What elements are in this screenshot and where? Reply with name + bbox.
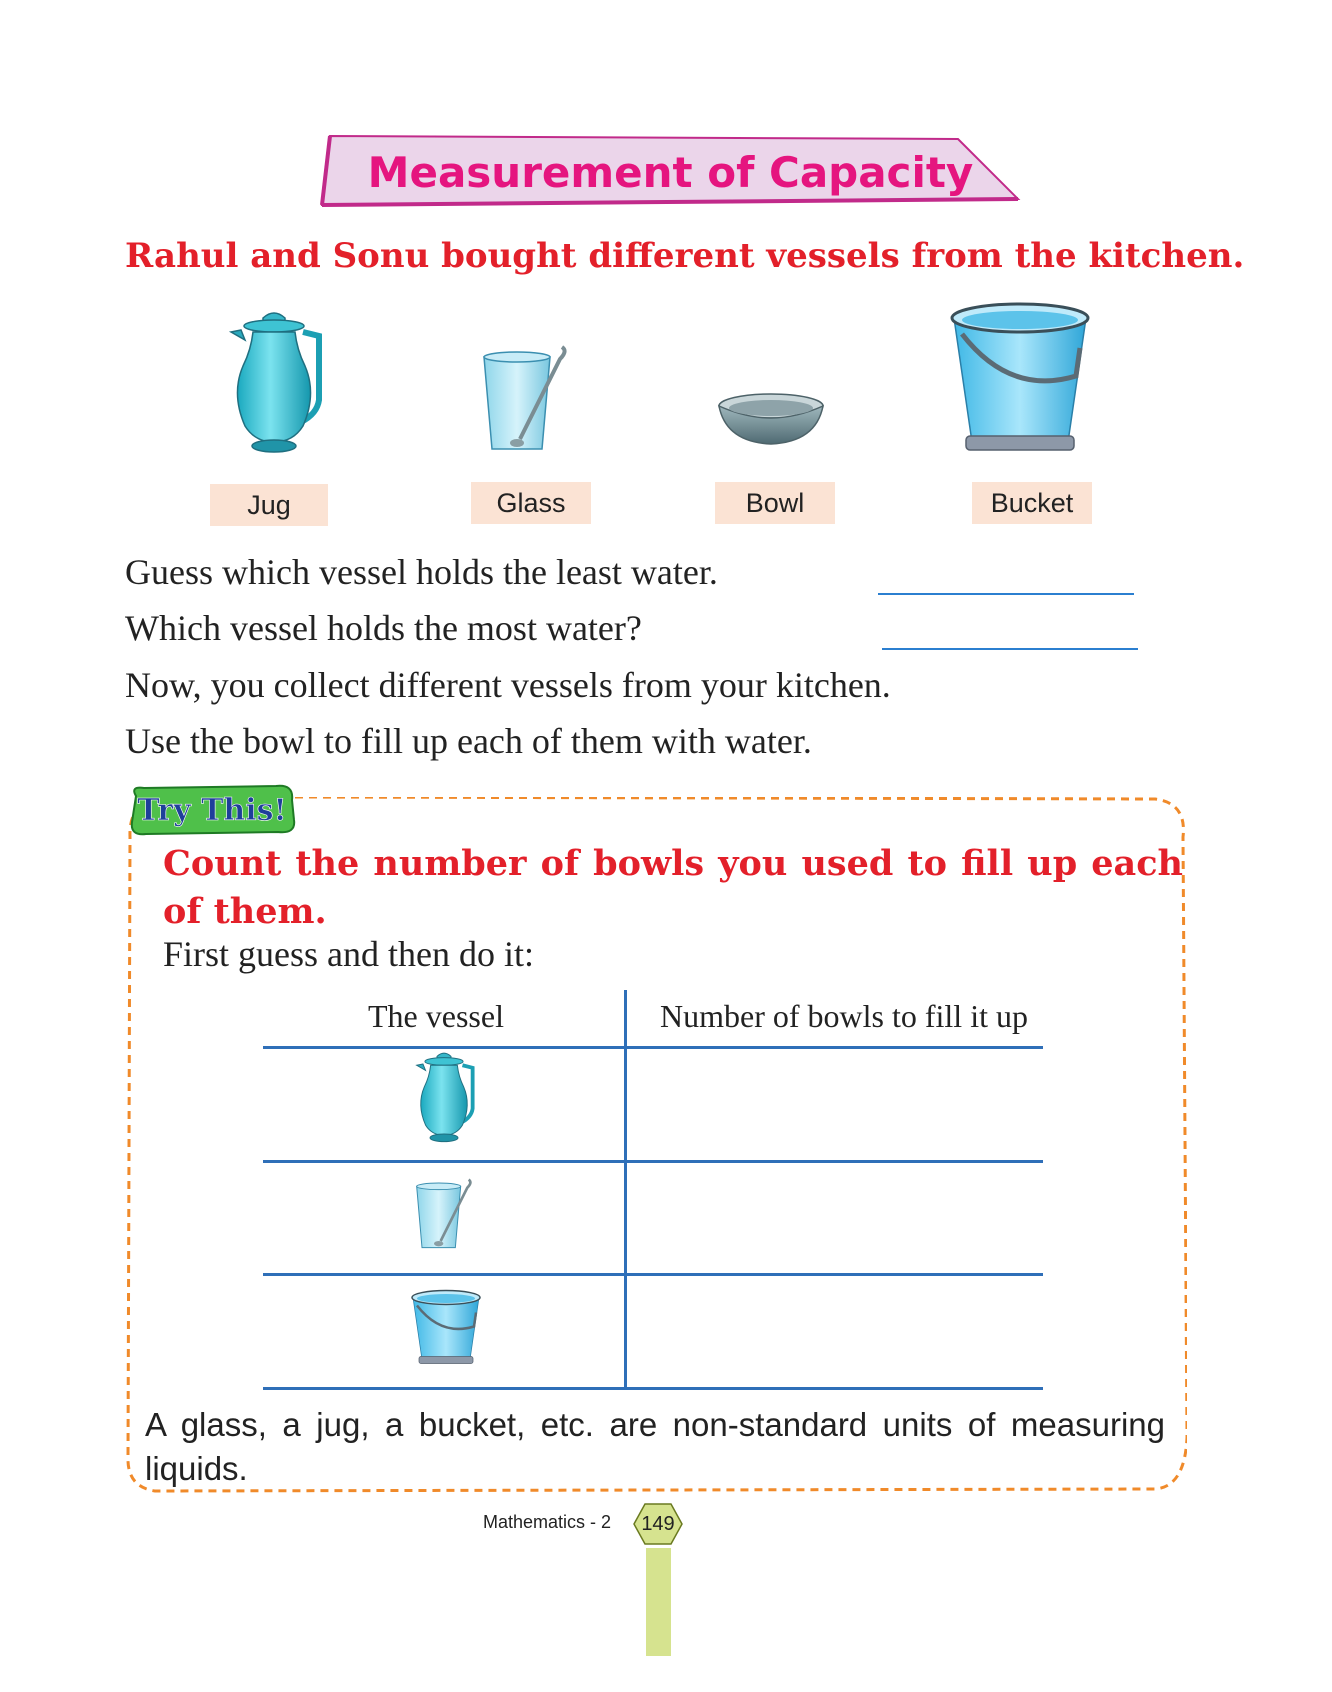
- page-title: Measurement of Capacity: [367, 148, 974, 197]
- table-rule: [263, 1160, 1043, 1163]
- glass-icon: [414, 1178, 474, 1252]
- vessel-label-glass: Glass: [471, 482, 591, 524]
- bowl-icon: [716, 392, 826, 452]
- vessel-label-bowl: Bowl: [715, 482, 835, 524]
- title-banner: [318, 133, 1023, 213]
- try-this-badge: [126, 784, 298, 836]
- page-number: 149: [641, 1513, 675, 1535]
- glass-icon: [480, 344, 570, 456]
- table-rule: [263, 1387, 1043, 1390]
- intro-text: Rahul and Sonu bought different vessels from the kitchen.: [125, 236, 1245, 276]
- bucket-icon: [940, 296, 1100, 466]
- question-least: Guess which vessel holds the least water.: [125, 552, 718, 592]
- bucket-icon: [406, 1286, 486, 1372]
- jug-icon: [219, 310, 329, 460]
- page-strip: [646, 1548, 671, 1656]
- instruction-collect: Now, you collect different vessels from your kitchen.: [125, 665, 891, 705]
- vessel-label-bucket: Bucket: [972, 482, 1092, 524]
- instruction-fill: Use the bowl to fill up each of them with water.: [125, 721, 812, 761]
- answer-blank-least[interactable]: [878, 593, 1134, 595]
- count-cell-jug[interactable]: [630, 1052, 1040, 1156]
- answer-blank-most[interactable]: [882, 648, 1138, 650]
- table-rule: [263, 1273, 1043, 1276]
- table-header-vessel: The vessel: [368, 998, 504, 1034]
- jug-icon: [409, 1051, 479, 1147]
- table-divider: [624, 990, 627, 1390]
- try-this-label: Try This!: [137, 793, 287, 828]
- page-number-badge: [633, 1502, 683, 1546]
- note-text: A glass, a jug, a bucket, etc. are non-standard units of measuring liquids.: [145, 1406, 1165, 1487]
- table-rule: [263, 1046, 1043, 1049]
- count-cell-glass[interactable]: [630, 1166, 1040, 1270]
- count-cell-bucket[interactable]: [630, 1279, 1040, 1383]
- question-most: Which vessel holds the most water?: [125, 608, 642, 648]
- table-header-count: Number of bowls to fill it up: [660, 998, 1028, 1034]
- task-subtext: First guess and then do it:: [163, 934, 534, 974]
- footer-subject: Mathematics - 2: [483, 1512, 612, 1532]
- task-heading: Count the number of bowls you used to fill up each of them.: [163, 843, 1183, 932]
- vessel-label-jug: Jug: [210, 484, 328, 526]
